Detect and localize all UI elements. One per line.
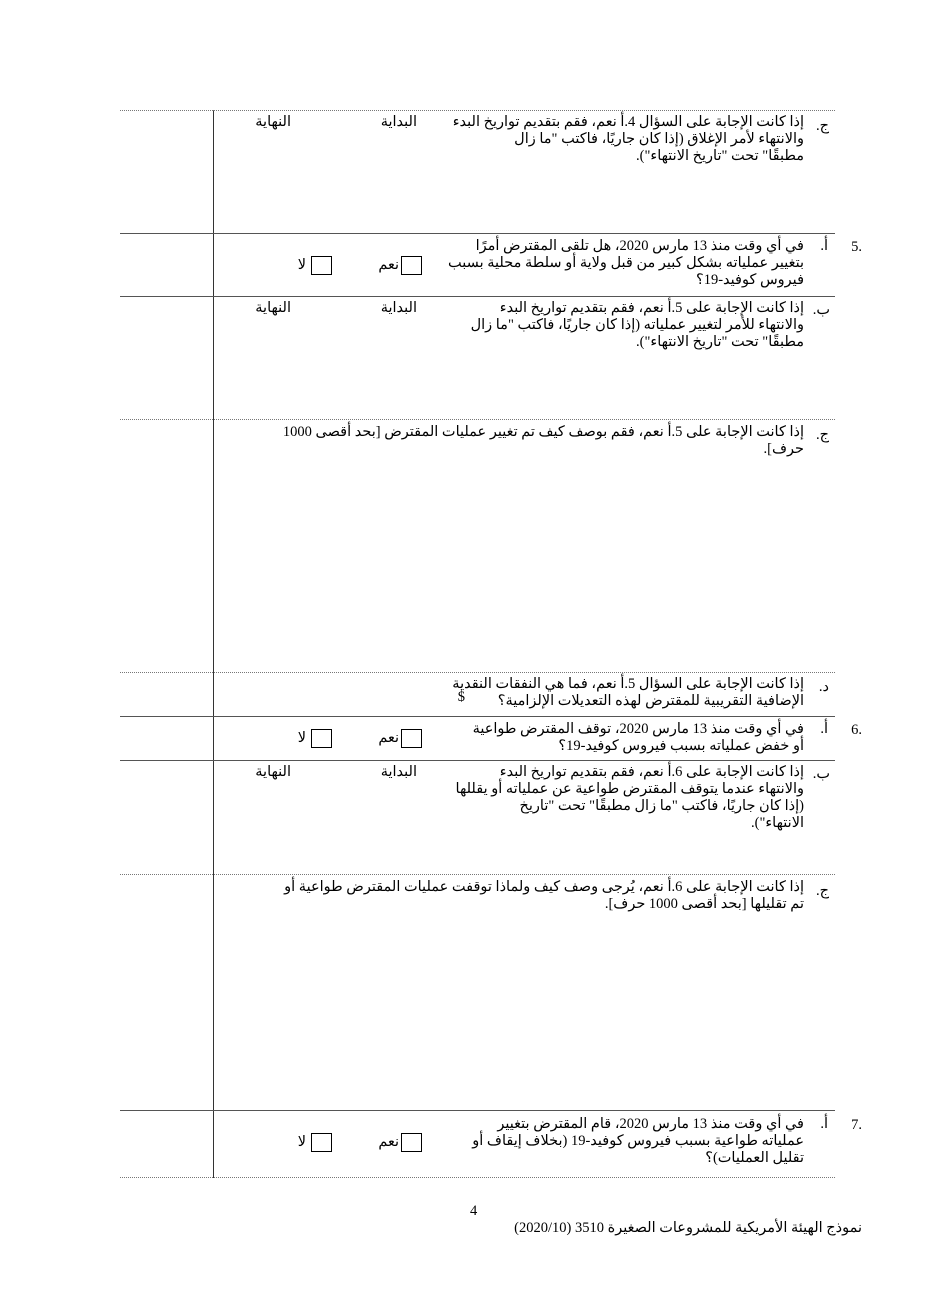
row-separator <box>120 874 835 875</box>
row-separator <box>120 716 835 717</box>
q7a-yes-checkbox[interactable] <box>401 1133 422 1152</box>
row-separator <box>120 760 835 761</box>
q7a-no-label: لا <box>297 1134 306 1150</box>
q5a-no-checkbox[interactable] <box>311 256 332 275</box>
q5d-letter: د. <box>818 679 829 695</box>
q5b-question-text: إذا كانت الإجابة على 5.أ نعم، فقم بتقديم تواريخ البدء والانتهاء للأمر لتغيير عملياته (إذا كان جاريًا، فاكتب "ما زال مطبقًا" تحت "تاريخ الانتهاء"). <box>470 300 804 350</box>
q6b-question-text: إذا كانت الإجابة على 6.أ نعم، فقم بتقديم تواريخ البدء والانتهاء عندما يتوقف المقترض طواعية عن عملياته أو يقللها (إذا كان جاريًا، فاكتب "ما زال مطبقًا" تحت "تاريخ الانتهاء"). <box>455 764 804 831</box>
row-separator <box>120 1177 835 1178</box>
q5d-dollar-sign: $ <box>457 689 465 705</box>
q4c-end-date-label: النهاية <box>255 114 291 130</box>
q6c-letter: ج. <box>816 883 829 899</box>
q5a-yes-checkbox[interactable] <box>401 256 422 275</box>
q5a-yes-label: نعم <box>378 257 399 273</box>
q4c-start-date-label: البداية <box>380 114 417 130</box>
q7a-question-text: في أي وقت منذ 13 مارس 2020، قام المقترض بتغيير عملياته طواعية بسبب فيروس كوفيد-19 (بخلاف إيقاف أو تقليل العمليات)؟ <box>472 1116 804 1166</box>
q5b-end-date-label: النهاية <box>255 300 291 316</box>
page-number: 4 <box>470 1203 478 1219</box>
q6a-yes-label: نعم <box>378 730 399 746</box>
q6a-letter: أ. <box>820 721 828 737</box>
q5d-question-text: إذا كانت الإجابة على السؤال 5.أ نعم، فما هي النفقات النقدية الإضافية التقريبية للمقترض لهذه التعديلات الإلزامية؟ <box>452 676 804 709</box>
form-title-footer: نموذج الهيئة الأمريكية للمشروعات الصغيرة 3510 (2020/10) <box>514 1220 862 1236</box>
column-divider <box>213 110 214 1178</box>
q6b-letter: ب. <box>812 766 830 782</box>
q6a-no-label: لا <box>297 730 306 746</box>
q5c-letter: ج. <box>816 427 829 443</box>
row-separator <box>120 110 213 111</box>
q7a-letter: أ. <box>820 1116 828 1132</box>
row-separator <box>120 1110 835 1111</box>
q5b-start-date-label: البداية <box>380 300 417 316</box>
q6a-question-text: في أي وقت منذ 13 مارس 2020، توقف المقترض طواعية أو خفض عملياته بسبب فيروس كوفيد-19؟ <box>472 721 804 754</box>
q7a-yes-label: نعم <box>378 1134 399 1150</box>
q6c-question-text: إذا كانت الإجابة على 6.أ نعم، يُرجى وصف كيف ولماذا توقفت عمليات المقترض طواعية أو تم تقليلها [بحد أقصى 1000 حرف]. <box>284 879 804 912</box>
q7a-no-checkbox[interactable] <box>311 1133 332 1152</box>
q5c-question-text: إذا كانت الإجابة على 5.أ نعم، فقم بوصف كيف تم تغيير عمليات المقترض [بحد أقصى 1000 حرف]. <box>282 424 804 457</box>
row-separator <box>120 419 835 420</box>
q4c-letter: ج. <box>816 118 829 134</box>
q6a-yes-checkbox[interactable] <box>401 729 422 748</box>
row-separator <box>120 296 835 297</box>
q6-number: .6 <box>851 722 862 738</box>
q6a-no-checkbox[interactable] <box>311 729 332 748</box>
q5a-no-label: لا <box>297 257 306 273</box>
q5a-question-text: في أي وقت منذ 13 مارس 2020، هل تلقى المقترض أمرًا بتغيير عملياته بشكل كبير من قبل ولاية أو سلطة محلية بسبب فيروس كوفيد-19؟ <box>448 238 804 288</box>
row-separator <box>120 233 835 234</box>
row-separator <box>213 110 835 111</box>
q6b-end-date-label: النهاية <box>255 764 291 780</box>
q6b-start-date-label: البداية <box>380 764 417 780</box>
q5b-letter: ب. <box>812 302 830 318</box>
row-separator <box>120 672 835 673</box>
q5-number: .5 <box>851 239 862 255</box>
q7-number: .7 <box>851 1117 862 1133</box>
q4c-question-text: إذا كانت الإجابة على السؤال 4.أ نعم، فقم بتقديم تواريخ البدء والانتهاء لأمر الإغلاق (إذا كان جاريًا، فاكتب "ما زال مطبقًا" تحت "تاريخ الانتهاء"). <box>452 114 804 164</box>
q5a-letter: أ. <box>820 238 828 254</box>
